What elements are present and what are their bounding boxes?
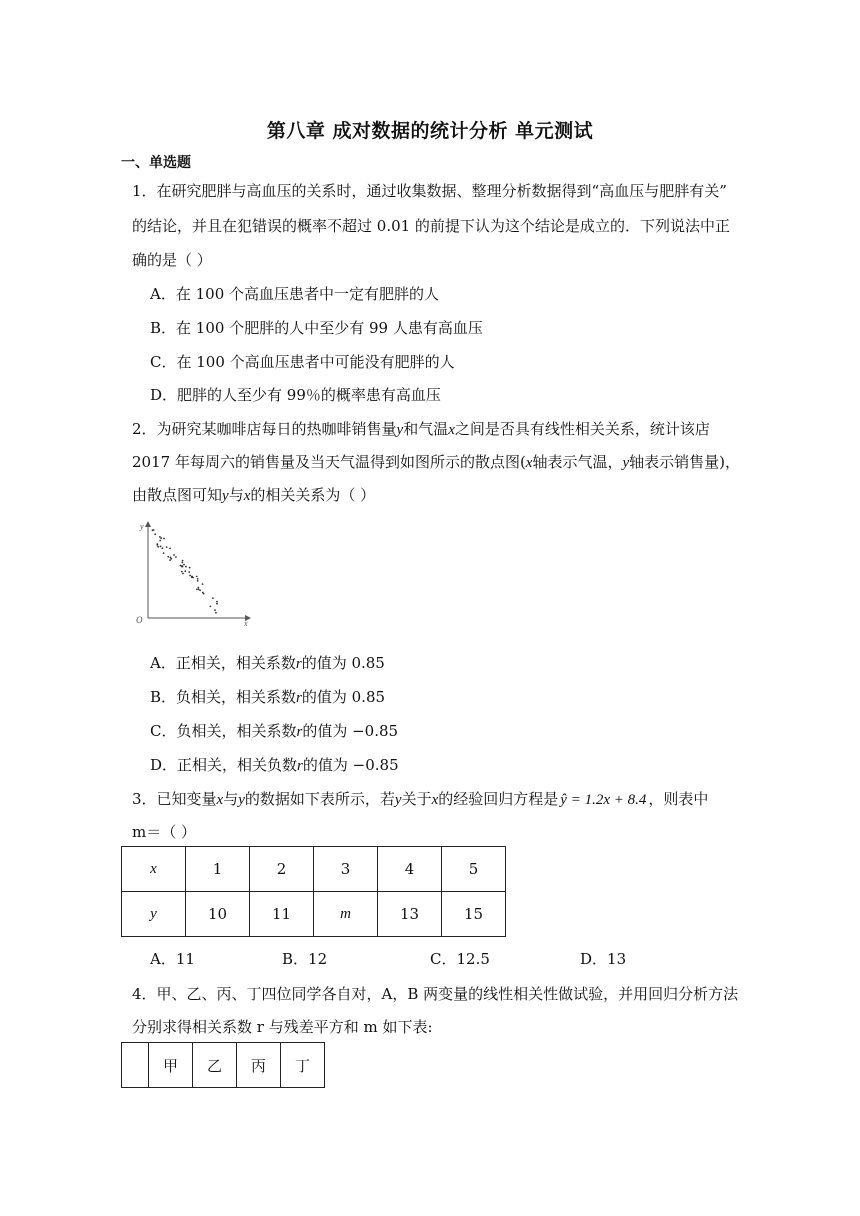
q4-line-1: 4．甲、乙、丙、丁四位同学各自对，A，B 两变量的线性相关性做试验，并用回归分析方法: [132, 985, 739, 1003]
scatter-point: [166, 546, 168, 548]
table-row: [122, 847, 506, 892]
q1-line-3: 确的是（ ）: [132, 251, 212, 269]
table-cell: y: [122, 892, 186, 937]
q3-text: 与: [223, 790, 239, 808]
table-cell: 11: [250, 892, 314, 937]
q3-option-d[interactable]: D．13: [580, 950, 627, 968]
q3-text: 的经验回归方程是: [438, 790, 559, 808]
scatter-point: [162, 547, 164, 549]
table-cell: 乙: [193, 1043, 237, 1088]
var-x: x: [431, 792, 439, 808]
q3-text: 3．已知变量: [132, 790, 217, 808]
q2-line-3: [132, 484, 375, 505]
scatter-point: [159, 536, 161, 538]
scatter-point: [169, 559, 171, 561]
q2-text: 2017 年每周六的销售量及当天气温得到如图所示的散点图(: [132, 453, 526, 471]
var-y: y: [394, 792, 402, 808]
x-axis-label: x: [244, 619, 248, 628]
table-cell: 1: [186, 847, 250, 892]
q2-text: 轴表示销售量)，: [629, 453, 741, 471]
scatter-point: [197, 578, 199, 580]
q1-option-c[interactable]: C．在 100 个高血压患者中可能没有肥胖的人: [150, 353, 455, 371]
table-cell: 丁: [281, 1043, 325, 1088]
scatter-point: [212, 597, 214, 599]
table-cell: 3: [314, 847, 378, 892]
scatter-point: [189, 567, 191, 569]
scatter-point: [215, 612, 217, 614]
scatter-point: [160, 546, 162, 548]
scatter-point: [196, 589, 198, 591]
q2-line-2: [132, 451, 740, 472]
table-cell: 15: [442, 892, 506, 937]
scatter-point: [202, 583, 204, 585]
option-text: B．负相关，相关系数: [150, 688, 297, 706]
option-text: A．正相关，相关系数: [150, 654, 296, 672]
var-x: x: [448, 422, 455, 438]
scatter-point: [198, 588, 200, 590]
q2-text: 轴表示气温，: [532, 453, 623, 471]
q1-option-b[interactable]: B．在 100 个肥胖的人中至少有 99 人患有高血压: [150, 319, 483, 337]
scatter-point: [197, 580, 199, 582]
scatter-point: [182, 560, 184, 562]
scatter-point: [175, 556, 177, 558]
table-row: [122, 1043, 325, 1088]
scatter-points: [152, 529, 218, 614]
q4-data-table: [121, 1042, 325, 1088]
scatter-point: [199, 589, 201, 591]
scatter-point: [157, 544, 159, 546]
scatter-point: [153, 529, 155, 531]
q4-line-2: 分别求得相关系数 r 与残差平方和 m 如下表:: [132, 1018, 433, 1036]
option-text: 的值为 0.85: [301, 654, 385, 672]
scatter-point: [163, 552, 165, 554]
q2-line-1: [132, 418, 710, 439]
q2-text: 2．为研究某咖啡店每日的热咖啡销售量: [132, 420, 397, 438]
q2-option-a[interactable]: [150, 652, 385, 673]
table-cell: 5: [442, 847, 506, 892]
table-cell: 甲: [149, 1043, 193, 1088]
q1-option-d[interactable]: D．肥胖的人至少有 99％的概率患有高血压: [150, 386, 441, 404]
q2-option-b[interactable]: [150, 686, 385, 707]
scatter-point: [197, 587, 199, 589]
q2-option-c[interactable]: [150, 720, 398, 741]
q3-option-c[interactable]: C．12.5: [430, 950, 490, 968]
var-y: y: [622, 455, 630, 471]
section-heading: 一、单选题: [121, 155, 191, 171]
table-cell: m: [314, 892, 378, 937]
q3-line-2: m＝（ ）: [132, 823, 196, 841]
q3-line-1: [132, 788, 708, 809]
scatter-point: [202, 592, 204, 594]
origin-label: O: [136, 615, 143, 625]
table-cell: x: [122, 847, 186, 892]
q3-text: ，则表中: [648, 790, 709, 808]
q2-option-d[interactable]: [150, 754, 399, 775]
var-x: x: [525, 455, 533, 471]
y-axis-label: y: [140, 522, 144, 531]
scatter-point: [216, 603, 218, 605]
scatter-point: [191, 576, 193, 578]
var-r: r: [296, 690, 302, 706]
scatter-point: [182, 565, 184, 567]
scatter-point: [154, 533, 156, 535]
var-x: x: [243, 488, 251, 504]
var-r: r: [296, 724, 303, 740]
option-text: C．负相关，相关系数: [150, 722, 297, 740]
scatter-plot-figure: [126, 518, 256, 630]
table-cell: 4: [378, 847, 442, 892]
q1-line-2: 的结论，并且在犯错误的概率不超过 0.01 的前提下认为这个结论是成立的．下列说法中正: [132, 217, 730, 235]
scatter-point: [189, 575, 191, 577]
table-cell: 2: [250, 847, 314, 892]
option-text: 的值为 −0.85: [302, 756, 399, 774]
q1-line-1: 1．在研究肥胖与高血压的关系时，通过收集数据、整理分析数据得到“高血压与肥胖有关”: [132, 182, 727, 200]
scatter-point: [163, 538, 165, 540]
q2-text: 和气温: [403, 420, 449, 438]
scatter-point: [216, 601, 218, 603]
table-cell: 13: [378, 892, 442, 937]
scatter-point: [181, 571, 183, 573]
scatter-point: [157, 546, 159, 548]
option-text: 的值为 0.85: [301, 688, 386, 706]
page-title: 第八章 成对数据的统计分析 单元测试: [266, 120, 594, 142]
q2-text: 由散点图可知: [132, 486, 223, 504]
q2-text: 的相关关系为（ ）: [250, 486, 376, 504]
q3-data-table: [121, 846, 506, 937]
scatter-point: [169, 548, 171, 550]
q3-text: 的数据如下表所示，若: [244, 790, 395, 808]
var-r: r: [295, 656, 302, 672]
scatter-point: [181, 562, 183, 564]
table-cell: 10: [186, 892, 250, 937]
var-y: y: [222, 488, 229, 504]
scatter-point: [184, 570, 186, 572]
scatter-point: [182, 573, 184, 575]
var-x: x: [216, 792, 224, 808]
scatter-point: [188, 571, 190, 573]
scatter-point: [210, 606, 212, 608]
scatter-point: [159, 540, 161, 542]
regression-equation: ŷ = 1.2x + 8.4: [560, 792, 647, 808]
q2-text: 与: [228, 486, 244, 504]
scatter-point: [167, 556, 169, 558]
var-r: r: [297, 758, 303, 774]
q3-option-b[interactable]: B．12: [282, 950, 328, 968]
q3-text: 关于: [401, 790, 432, 808]
var-y: y: [396, 422, 404, 438]
table-cell: [122, 1043, 149, 1088]
option-text: D．正相关，相关负数: [150, 756, 298, 774]
q3-option-a[interactable]: A．11: [150, 950, 195, 968]
scatter-point: [173, 554, 175, 556]
q1-option-a[interactable]: A．在 100 个高血压患者中一定有肥胖的人: [150, 285, 440, 303]
scatter-point: [170, 557, 172, 559]
scatter-point: [196, 576, 198, 578]
scatter-point: [160, 537, 162, 539]
option-text: 的值为 −0.85: [302, 722, 399, 740]
table-cell: 丙: [237, 1043, 281, 1088]
var-y: y: [238, 792, 245, 808]
table-row: [122, 892, 506, 937]
scatter-point: [214, 609, 216, 611]
q2-text: 之间是否具有线性相关关系，统计该店: [454, 420, 710, 438]
scatter-point: [183, 564, 185, 566]
scatter-point: [185, 566, 187, 568]
